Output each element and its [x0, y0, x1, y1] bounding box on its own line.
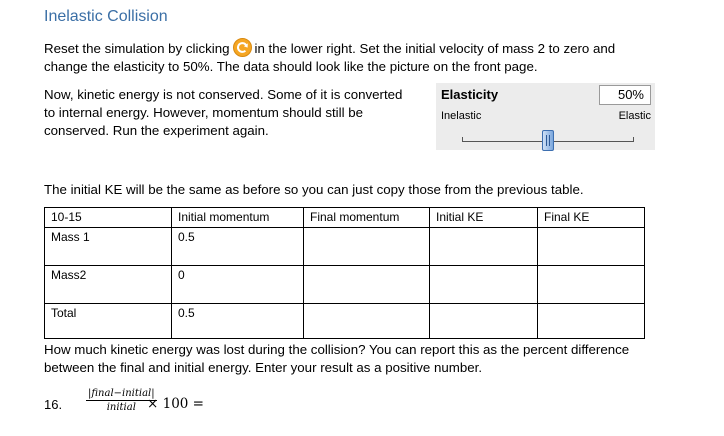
row-label: Mass2 [45, 266, 172, 304]
question-number: 16. [44, 397, 63, 412]
row-label: Mass 1 [45, 228, 172, 266]
header-cell: Initial KE [430, 208, 538, 228]
slider-tick-min [462, 137, 463, 142]
table-cell[interactable] [304, 228, 430, 266]
formula-denominator: initial [106, 402, 136, 413]
intro-line-2: change the elasticity to 50%. The data should look like the picture on the front page. [44, 59, 538, 74]
formula-numerator: |final−initial| [88, 388, 155, 399]
header-cell: 10-15 [45, 208, 172, 228]
header-cell: Initial momentum [172, 208, 304, 228]
table-row [45, 228, 645, 266]
elasticity-title: Elasticity [441, 87, 499, 102]
elasticity-value-field[interactable]: 50% [599, 85, 651, 105]
intro-text-a: Reset the simulation by clicking [44, 41, 230, 56]
table-cell[interactable] [430, 304, 538, 339]
energy-note [44, 86, 402, 140]
table-cell[interactable]: 0.5 [172, 304, 304, 339]
intro-text-b: in the lower right. Set the initial velocity of mass 2 to zero and [254, 41, 616, 56]
question-text [44, 341, 629, 377]
table-cell[interactable] [304, 304, 430, 339]
table-header-row [45, 208, 645, 228]
intro-paragraph [44, 38, 615, 76]
table-cell[interactable] [304, 266, 430, 304]
copy-note: The initial KE will be the same as before so you can just copy those from the previous table. [44, 182, 584, 197]
table-row [45, 266, 645, 304]
intro-line-1 [44, 38, 615, 58]
energy-note-line-2: to internal energy. However, momentum should still be [44, 105, 364, 120]
energy-note-line-3: conserved. Run the experiment again. [44, 123, 269, 138]
table-cell[interactable] [538, 266, 645, 304]
page-heading: Inelastic Collision [44, 8, 168, 25]
header-cell: Final momentum [304, 208, 430, 228]
formula-multiplier: × 100 = [147, 396, 204, 412]
elastic-label: Elastic [618, 110, 651, 122]
momentum-table [44, 207, 645, 339]
table-cell[interactable] [538, 228, 645, 266]
question-line-2: between the final and initial energy. Enter your result as a positive number. [44, 360, 483, 375]
question-line-1: How much kinetic energy was lost during the collision? You can report this as the percent difference [44, 342, 630, 357]
table-cell[interactable]: 0.5 [172, 228, 304, 266]
row-label: Total [45, 304, 172, 339]
table-cell[interactable]: 0 [172, 266, 304, 304]
elasticity-widget [436, 83, 655, 150]
reset-icon [233, 38, 252, 57]
table-row [45, 304, 645, 339]
table-cell[interactable] [430, 228, 538, 266]
elasticity-slider-thumb[interactable] [542, 130, 554, 151]
table-cell[interactable] [538, 304, 645, 339]
header-cell: Final KE [538, 208, 645, 228]
inelastic-label: Inelastic [441, 110, 482, 122]
table-cell[interactable] [430, 266, 538, 304]
slider-tick-max [633, 137, 634, 142]
energy-note-line-1: Now, kinetic energy is not conserved. Some of it is converted [44, 87, 403, 102]
